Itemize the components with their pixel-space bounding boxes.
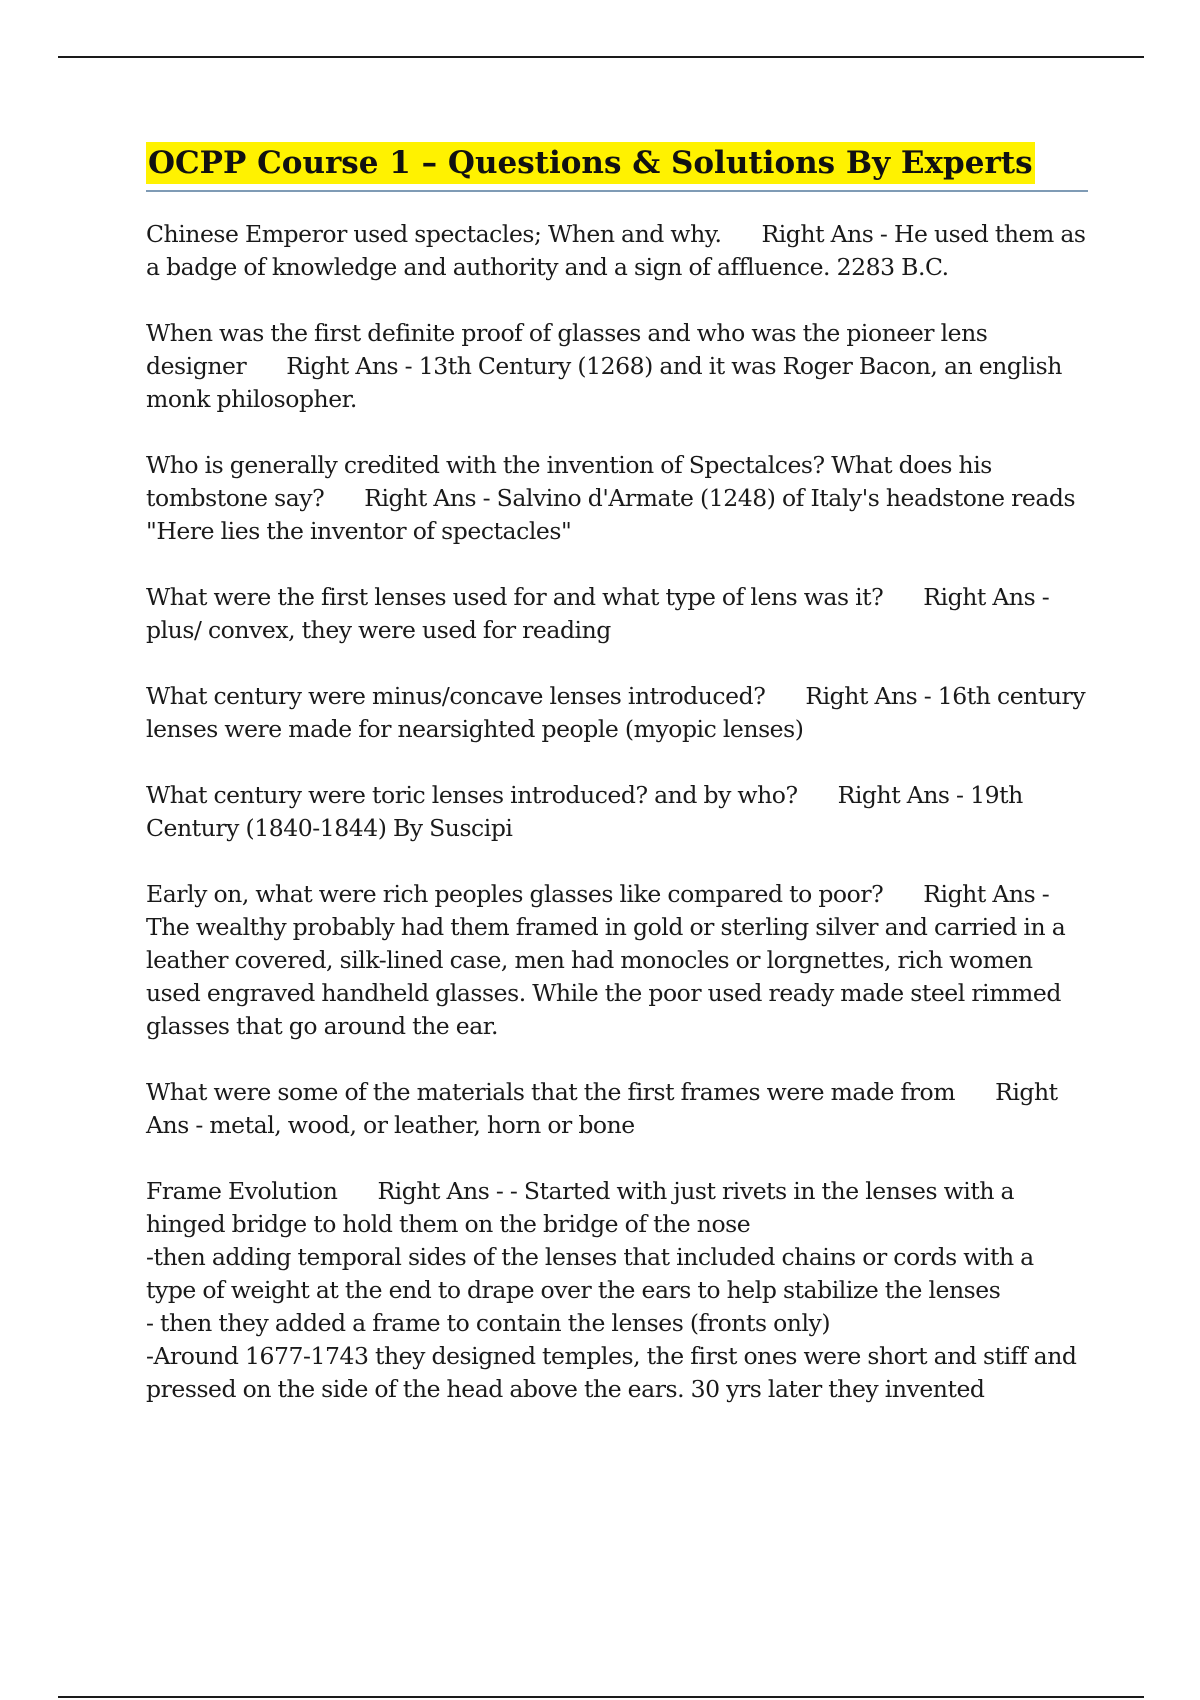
header-rule [58,56,1144,58]
answer-text: Right Ans - 16th century lenses were made for nearsighted people (myopic lenses) [146,682,1086,743]
qa-item [146,1076,1088,1142]
question-text: Early on, what were rich peoples glasses like compared to poor? [146,880,884,908]
question-text: When was the first definite proof of glasses and who was the pioneer lens designer [146,319,988,380]
answer-text: Right Ans - 19th Century (1840-1844) By Suscipi [146,781,1023,842]
answer-text: Right Ans - metal, wood, or leather, horn or bone [146,1078,1058,1139]
answer-text: Right Ans - 13th Century (1268) and it was Roger Bacon, an english monk philosopher. [146,352,1062,413]
qa-item [146,449,1088,548]
qa-item-last [146,1175,1088,1406]
answer-text: Right Ans - plus/ convex, they were used for reading [146,583,1050,644]
question-text: What were the first lenses used for and what type of lens was it? [146,583,884,611]
qa-item [146,779,1088,845]
qa-item [146,878,1088,1043]
answer-line: -then adding temporal sides of the lenses that included chains or cords with a type of weight at the end to drape over the ears to help stabilize the lenses [146,1243,1034,1304]
qa-item [146,581,1088,647]
answer-text: Right Ans - The wealthy probably had them framed in gold or sterling silver and carried in a leather covered, silk-lined case, men had monocles or lorgnettes, rich women used engraved handheld glasses. While the poor used ready made steel rimmed glasses that go around the ear. [146,880,1066,1040]
answer-line: - then they added a frame to contain the lenses (fronts only) [146,1309,831,1337]
qa-item [146,680,1088,746]
document-title: OCPP Course 1 – Questions & Solutions By Experts [146,142,1035,184]
footer-rule [58,1696,1144,1698]
question-text: What century were toric lenses introduced? and by who? [146,781,798,809]
qa-item [146,317,1088,416]
answer-text: Right Ans - He used them as a badge of knowledge and authority and a sign of affluence. 2283 B.C. [146,220,1086,281]
question-text: What were some of the materials that the first frames were made from [146,1078,956,1106]
qa-list [146,218,1088,1406]
question-text: Who is generally credited with the invention of Spectalces? What does his tombstone say? [146,451,992,512]
document-body [146,142,1088,1439]
question-text: Chinese Emperor used spectacles; When and why. [146,220,722,248]
answer-line: -Around 1677-1743 they designed temples, the first ones were short and stiff and pressed on the side of the head above the ears. 30 yrs later they invented [146,1342,1077,1403]
qa-item [146,218,1088,284]
answer-text: Right Ans - - Started with just rivets in the lenses with a hinged bridge to hold them on the bridge of the nose [146,1177,1015,1238]
answer-text: Right Ans - Salvino d'Armate (1248) of Italy's headstone reads "Here lies the inventor of spectacles" [146,484,1076,545]
question-text: What century were minus/concave lenses introduced? [146,682,766,710]
question-text: Frame Evolution [146,1177,338,1205]
title-block [146,142,1088,192]
